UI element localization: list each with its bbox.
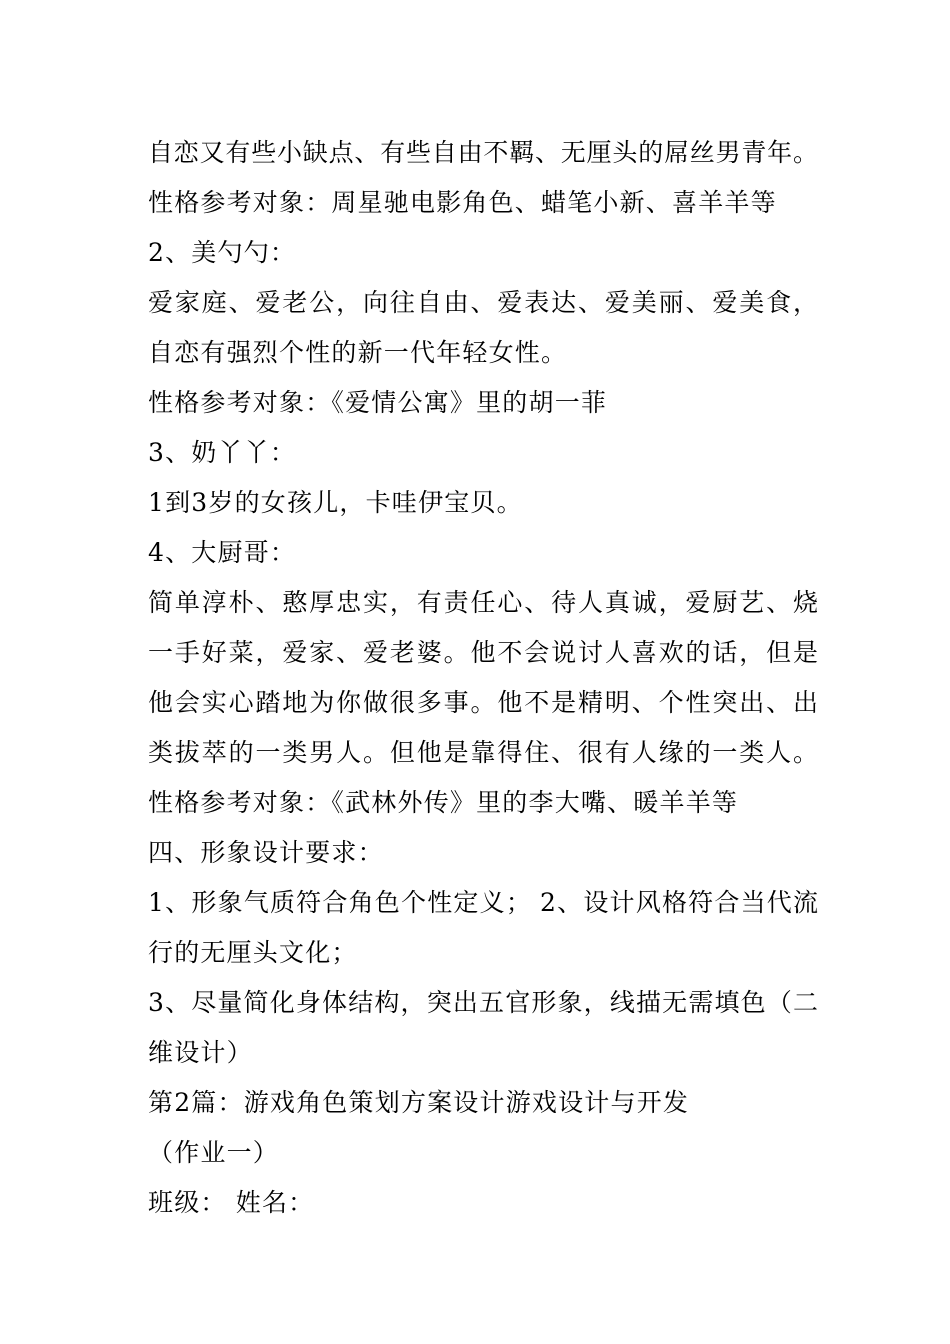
class-name-fields: 班级： 姓名：	[148, 1188, 315, 1217]
text-line: 行的无厘头文化；	[148, 938, 358, 967]
chapter-title: 第2篇：游戏角色策划方案设计游戏设计与开发	[148, 1088, 690, 1117]
section-heading: 四、形象设计要求：	[148, 838, 384, 867]
text-line: 一手好菜，爱家、爱老婆。他不会说讨人喜欢的话，但是	[148, 638, 818, 667]
text-line: 维设计）	[148, 1038, 253, 1067]
text-line: 自恋有强烈个性的新一代年轻女性。	[148, 338, 568, 367]
text-line: 3、尽量简化身体结构，突出五官形象，线描无需填色（二	[148, 988, 818, 1017]
section-heading: 3、奶丫丫：	[148, 438, 297, 467]
text-line: 爱家庭、爱老公，向往自由、爱表达、爱美丽、爱美食，	[148, 288, 818, 317]
text-line: 性格参考对象：周星驰电影角色、蜡笔小新、喜羊羊等	[148, 188, 777, 217]
text-line: 自恋又有些小缺点、有些自由不羁、无厘头的屌丝男青年。	[148, 138, 818, 167]
assignment-label: （作业一）	[148, 1138, 280, 1167]
section-heading: 4、大厨哥：	[148, 538, 297, 567]
text-line: 1、形象气质符合角色个性定义； 2、设计风格符合当代流	[148, 888, 818, 917]
text-line: 性格参考对象：《爱情公寓》里的胡一菲	[148, 388, 608, 417]
document-body	[148, 128, 818, 1228]
text-line: 1到3岁的女孩儿，卡哇伊宝贝。	[148, 488, 523, 517]
text-line: 性格参考对象：《武林外传》里的李大嘴、暖羊羊等	[148, 788, 739, 817]
text-line: 他会实心踏地为你做很多事。他不是精明、个性突出、出	[148, 688, 818, 717]
text-line: 简单淳朴、憨厚忠实，有责任心、待人真诚，爱厨艺、烧	[148, 588, 818, 617]
section-heading: 2、美勺勺：	[148, 238, 297, 267]
text-line: 类拔萃的一类男人。但他是靠得住、很有人缘的一类人。	[148, 738, 818, 767]
